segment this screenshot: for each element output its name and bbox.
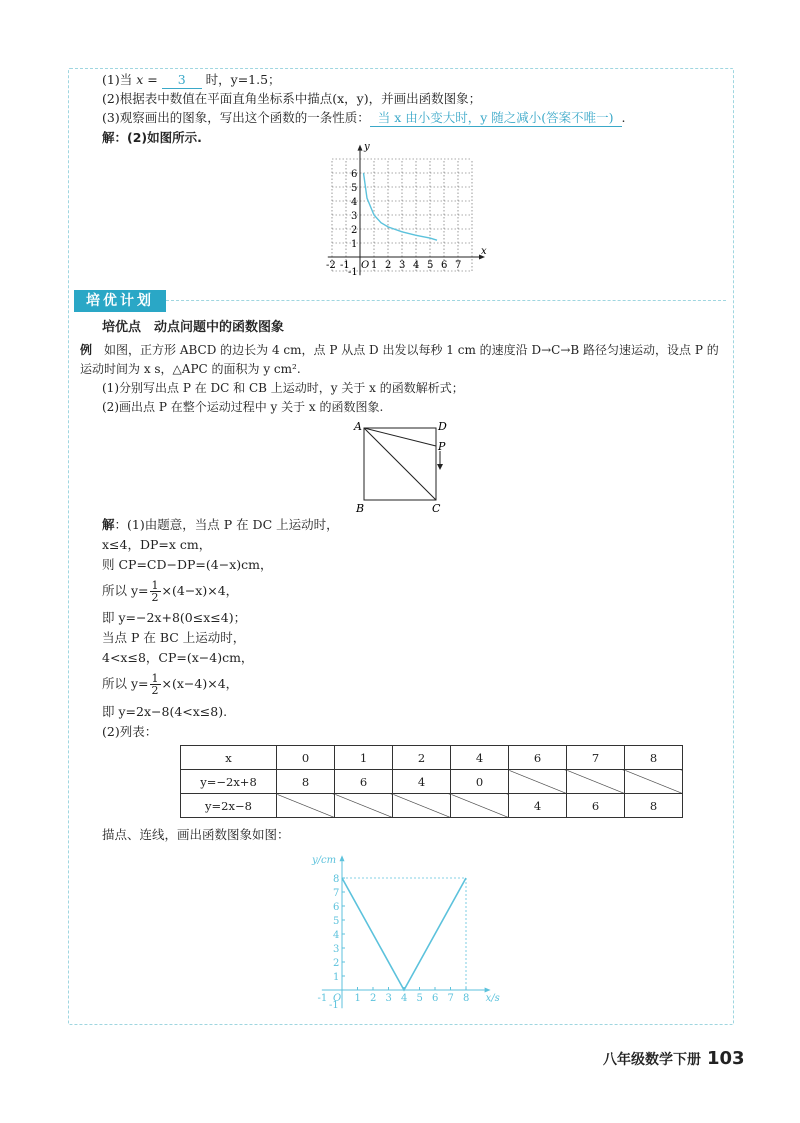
table-cell: y=2x−8	[181, 794, 277, 818]
function-graph-1	[318, 141, 487, 281]
y-tick-label: 1	[333, 972, 340, 983]
page-footer	[603, 1048, 745, 1069]
page-number: 103	[707, 1048, 745, 1069]
table-cell-empty	[567, 770, 625, 794]
x-tick-label: 5	[427, 260, 434, 271]
table-cell: 0	[451, 770, 509, 794]
fraction-half: $\frac{1}{2}$	[151, 672, 159, 697]
y-tick-label: 6	[351, 169, 358, 180]
label-c: C	[432, 502, 441, 515]
section-banner: 培优计划	[74, 290, 166, 312]
x-tick-label: 4	[401, 993, 408, 1004]
y-tick-label: 4	[351, 197, 358, 208]
x-tick-label: 1	[354, 993, 361, 1004]
book-title: 八年级数学下册	[603, 1052, 701, 1068]
table-cell: 4	[393, 770, 451, 794]
banner-divider	[166, 300, 726, 301]
label-d: D	[438, 420, 447, 433]
origin-label: O	[333, 993, 342, 1004]
table-cell: 0	[277, 746, 335, 770]
x-tick-label: 2	[370, 993, 377, 1004]
table-cell: 4	[451, 746, 509, 770]
answer-1: 3	[162, 72, 202, 89]
value-table	[180, 745, 683, 818]
example-line-1: 例 如图，正方形 ABCD 的边长为 4 cm，点 P 从点 D 出发以每秒 1 cm 的速度沿 D→C→B 路径匀速运动，设点 P 的	[80, 343, 719, 357]
table-cell-empty	[451, 794, 509, 818]
table-row	[181, 746, 683, 770]
y-tick-label: 3	[333, 944, 340, 955]
diagonal-ac	[364, 428, 436, 500]
x-tick-label: 2	[385, 260, 392, 271]
y-tick-label: 8	[333, 874, 340, 885]
table-cell: 8	[625, 794, 683, 818]
answer-3: 当 x 由小变大时，y 随之减小(答案不唯一)	[370, 110, 622, 127]
y-tick-label: 6	[333, 902, 340, 913]
solution-line-2: x≤4，DP=x cm，	[102, 537, 212, 552]
function-curve	[364, 173, 438, 240]
y-tick-label: 3	[351, 211, 358, 222]
solution-line-4: 所以 y= $\frac{1}{2}$ ×(4−x)×4，	[102, 579, 239, 604]
function-line	[342, 878, 466, 990]
arrow-head-icon	[437, 464, 443, 470]
y-tick-label: 7	[333, 888, 340, 899]
table-row	[181, 794, 683, 818]
table-cell-empty	[509, 770, 567, 794]
solution-line-10: (2)列表：	[102, 724, 158, 739]
example-question-2: (2)画出点 P 在整个运动过程中 y 关于 x 的函数图象.	[102, 400, 384, 414]
x-tick-label: 4	[413, 260, 420, 271]
x-tick-label: -1	[317, 993, 328, 1004]
label-b: B	[356, 502, 365, 515]
solution-line-7: 4<x≤8，CP=(x−4)cm，	[102, 650, 254, 665]
x-tick-label: 8	[463, 993, 470, 1004]
x-tick-label: -2	[326, 260, 336, 271]
table-cell: x	[181, 746, 277, 770]
question-2: (2)根据表中数值在平面直角坐标系中描点(x，y)，并画出函数图象；	[102, 91, 482, 106]
solution-line-3: 则 CP=CD−DP=(4−x)cm，	[102, 557, 273, 572]
segment-ap	[364, 428, 436, 446]
label-a: A	[354, 420, 362, 433]
x-tick-label: -1	[340, 260, 350, 271]
y-tick-label: -1	[348, 267, 358, 278]
x-axis-label: x	[481, 246, 487, 257]
question-3: (3)观察画出的图象，写出这个函数的一条性质： 当 x 由小变大时，y 随之减小(答案不唯一) .	[102, 110, 626, 125]
x-arrow-icon	[485, 988, 491, 993]
example-line-2: 运动时间为 x s，△APC 的面积为 y cm².	[80, 362, 301, 376]
table-cell: 6	[509, 746, 567, 770]
table-cell-empty	[277, 794, 335, 818]
table-cell: 4	[509, 794, 567, 818]
y-tick-label: 2	[333, 958, 340, 969]
solution-line-8: 所以 y= $\frac{1}{2}$ ×(x−4)×4，	[102, 672, 239, 697]
x-tick-label: 6	[441, 260, 448, 271]
x-tick-label: 7	[455, 260, 462, 271]
solution-line-9: 即 y=2x−8(4<x≤8).	[102, 704, 228, 719]
y-arrow-icon	[358, 145, 363, 151]
table-cell-empty	[625, 770, 683, 794]
table-cell: y=−2x+8	[181, 770, 277, 794]
x-tick-label: 7	[447, 993, 454, 1004]
solution-line-5: 即 y=−2x+8(0≤x≤4)；	[102, 610, 247, 625]
y-axis-label: y/cm	[312, 855, 337, 867]
x-tick-label: 6	[432, 993, 439, 1004]
section-title: 培优点 动点问题中的函数图象	[102, 320, 285, 335]
question-1: (1)当 x = 3 时，y=1.5；	[102, 72, 281, 87]
example-question-1: (1)分别写出点 P 在 DC 和 CB 上运动时，y 关于 x 的函数解析式；	[102, 381, 464, 395]
table-cell: 6	[335, 770, 393, 794]
y-tick-label: 4	[333, 930, 340, 941]
label-p: P	[438, 440, 446, 453]
table-cell: 6	[567, 794, 625, 818]
table-cell: 1	[335, 746, 393, 770]
y-tick-label: 5	[351, 183, 358, 194]
x-tick-label: 3	[385, 993, 392, 1004]
function-graph-2	[308, 842, 508, 1017]
table-cell: 7	[567, 746, 625, 770]
y-tick-label: -1	[329, 1000, 339, 1011]
x-tick-label: 3	[399, 260, 406, 271]
x-tick-label: 5	[416, 993, 423, 1004]
table-cell: 8	[625, 746, 683, 770]
x-tick-label: 1	[371, 260, 378, 271]
square-figure	[350, 418, 460, 516]
table-cell-empty	[335, 794, 393, 818]
y-axis-label: y	[364, 141, 370, 153]
y-tick-label: 1	[351, 239, 358, 250]
table-cell: 2	[393, 746, 451, 770]
y-tick-label: 2	[351, 225, 358, 236]
origin-label: O	[361, 260, 370, 271]
y-tick-label: 5	[333, 916, 340, 927]
fraction-half: $\frac{1}{2}$	[151, 579, 159, 604]
y-arrow-icon	[340, 855, 345, 861]
x-axis-label: x/s	[485, 993, 500, 1004]
solution-line-1: 解：(1)由题意，当点 P 在 DC 上运动时，	[102, 517, 339, 532]
table-cell: 8	[277, 770, 335, 794]
solution-2: 解：(2)如图所示.	[102, 130, 202, 145]
solution-line-6: 当点 P 在 BC 上运动时，	[102, 630, 246, 645]
plot-note: 描点、连线，画出函数图象如图：	[102, 827, 290, 842]
table-row	[181, 770, 683, 794]
table-cell-empty	[393, 794, 451, 818]
